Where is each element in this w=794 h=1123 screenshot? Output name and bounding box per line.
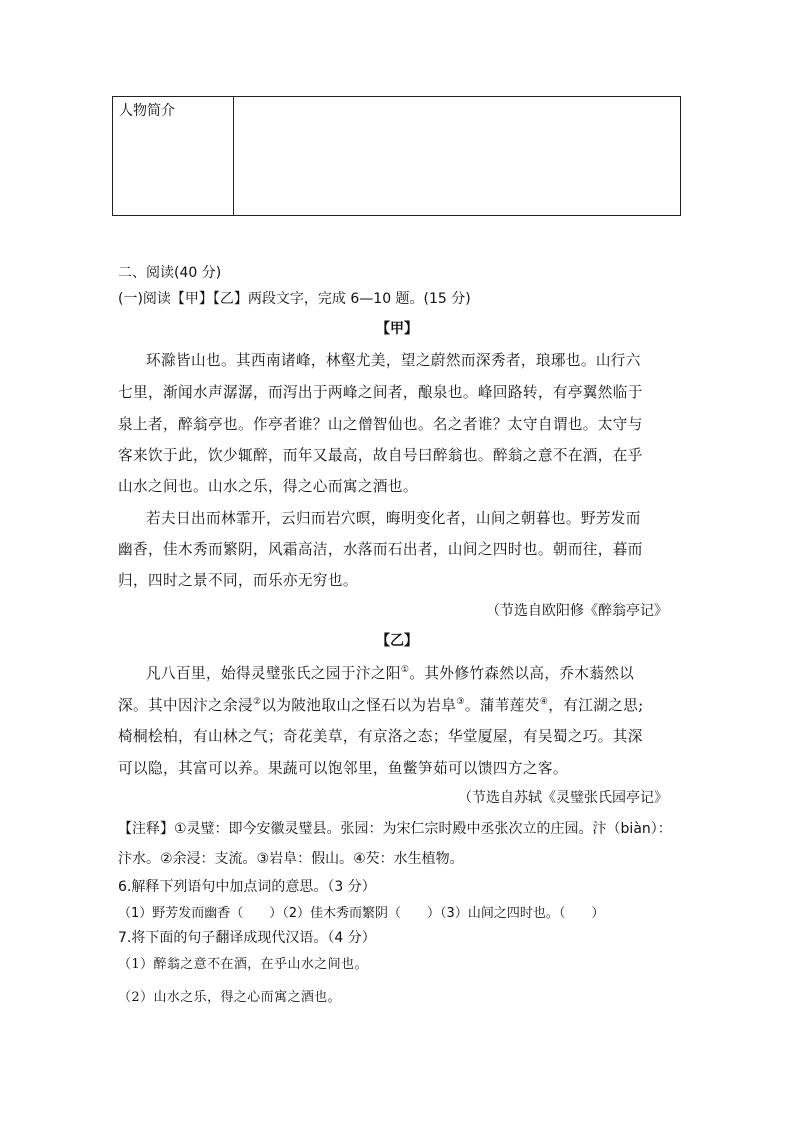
passage-jia-line: 若夫日出而林霏开，云归而岩穴暝，晦明变化者，山间之朝暮也。野芳发而 [146, 510, 641, 527]
passage-yi-text: 凡八百里，始得灵璧张氏之园于汴之阳 [146, 665, 401, 682]
section-heading: 二、阅读(40 分) [118, 265, 222, 281]
passage-yi-text: 。蒲苇莲芡 [464, 697, 540, 714]
profile-table [112, 96, 681, 216]
annotation-line: 【注释】①灵璧：即今安徽灵璧县。张园：为宋仁宗时殿中丞张次立的庄园。汴（biàn）： [118, 821, 672, 837]
footnote-marker: ④ [539, 697, 549, 708]
passage-jia-line: 泉上者，醉翁亭也。作亭者谁？山之僧智仙也。名之者谁？太守自谓也。太守与 [118, 416, 643, 433]
profile-label-cell: 人物简介 [113, 97, 234, 216]
passage-yi-text: 深。其中因汴之余浸 [118, 697, 253, 714]
footnote-marker: ① [400, 665, 410, 676]
footnote-marker: ③ [456, 697, 465, 708]
passage-yi-text: 。其外修竹森然以高，乔木蓊然以 [409, 665, 635, 682]
profile-content-cell [234, 97, 681, 216]
passage-yi-line: 可以隐，其富可以养。果蔬可以饱邻里，鱼鳖笋茹可以馈四方之客。 [118, 760, 568, 777]
passage-jia-line: 环滁皆山也。其西南诸峰，林壑尤美，望之蔚然而深秀者，琅琊也。山行六 [146, 352, 641, 369]
question-6-items: （1）野芳发而幽香（ ）（2）佳木秀而繁阴（ ）（3）山间之四时也。（ ） [118, 906, 605, 921]
passage-yi-line [118, 694, 644, 715]
passage-jia-heading: 【甲】 [376, 321, 418, 337]
passage-jia-line: 七里，渐闻水声潺潺，而泻出于两峰之间者，酿泉也。峰回路转，有亭翼然临于 [118, 384, 643, 401]
passage-yi-text: ，有江湖之思; [548, 697, 644, 714]
task-intro: (一)阅读【甲】【乙】两段文字，完成 6—10 题。(15 分) [118, 291, 471, 307]
passage-yi-text: 以为陂池取山之怪石以为岩阜 [261, 697, 457, 714]
passage-jia-line: 幽香，佳木秀而繁阴，风霜高洁，水落而石出者，山间之四时也。朝而往，暮而 [118, 541, 643, 558]
question-7-item: （1）醉翁之意不在酒，在乎山水之间也。 [118, 957, 368, 972]
question-7-item: （2）山水之乐，得之心而寓之酒也。 [118, 990, 342, 1005]
passage-yi-line [146, 662, 634, 683]
annotation-line: 汴水。②余浸：支流。③岩阜：假山。④芡：水生植物。 [118, 851, 464, 867]
footnote-marker: ② [252, 697, 262, 708]
passage-yi-line: 椅桐桧柏，有山林之气；奇花美草，有京洛之态；华堂厦屋，有吴蜀之巧。其深 [118, 728, 643, 745]
passage-yi-source: （节选自苏轼《灵璧张氏园亭记》 [458, 790, 668, 806]
passage-jia-line: 归，四时之景不同，而乐亦无穷也。 [118, 572, 358, 589]
passage-jia-line: 客来饮于此，饮少辄醉，而年又最高，故自号曰醉翁也。醉翁之意不在酒，在乎 [118, 447, 643, 464]
passage-yi-heading: 【乙】 [376, 633, 418, 649]
question-6-title: 6.解释下列语句中加点词的意思。（3 分） [118, 879, 376, 895]
passage-jia-source: （节选自欧阳修《醉翁亭记》 [486, 603, 668, 619]
question-7-title: 7.将下面的句子翻译成现代汉语。（4 分） [118, 930, 376, 946]
passage-jia-line: 山水之间也。山水之乐，得之心而寓之酒也。 [118, 478, 418, 495]
